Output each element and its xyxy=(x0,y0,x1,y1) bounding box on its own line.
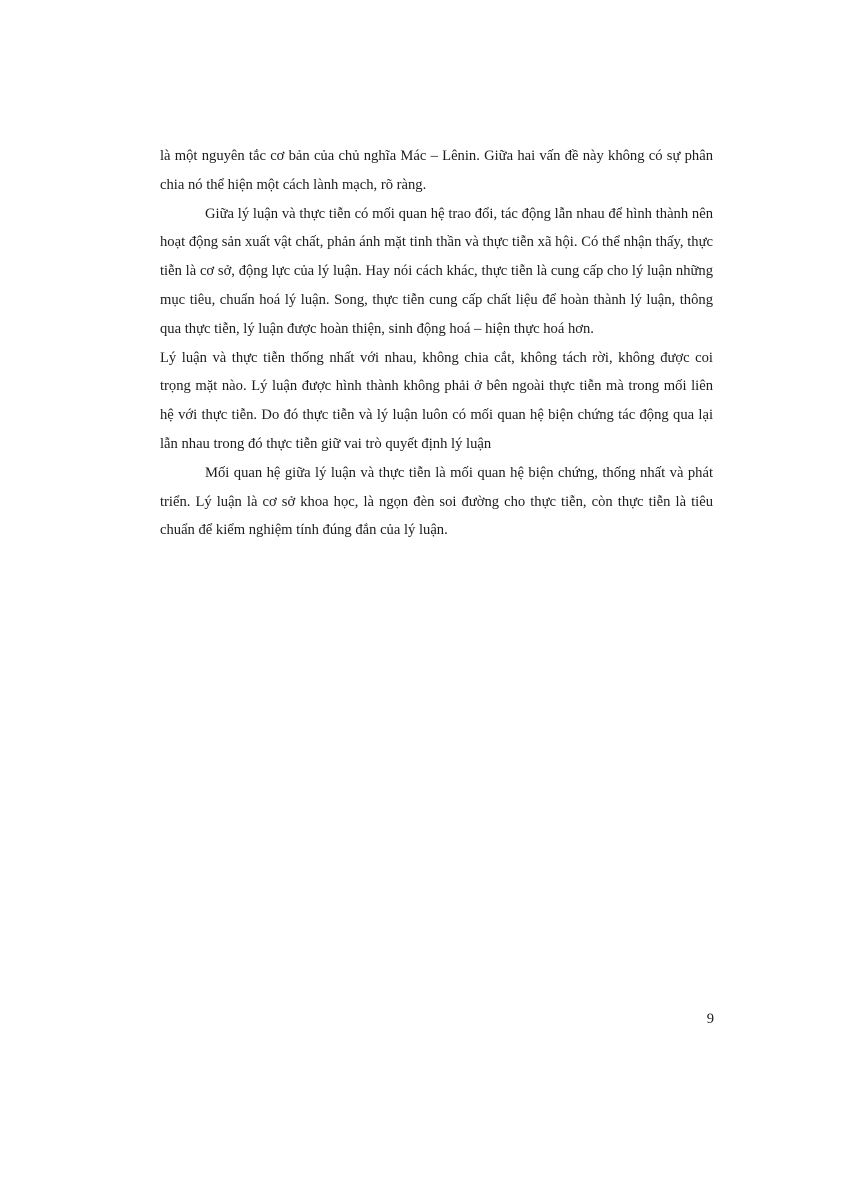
body-text xyxy=(160,142,713,545)
page-number: 9 xyxy=(706,1011,714,1027)
paragraph: Mối quan hệ giữa lý luận và thực tiễn là mối quan hệ biện chứng, thống nhất và phát triển. Lý luận là cơ sở khoa học, là ngọn đèn soi đường cho thực tiễn, còn thực tiễn là tiêu chuẩn để kiểm nghiệm tính đúng đắn của lý luận. xyxy=(160,464,713,539)
paragraph: Lý luận và thực tiễn thống nhất với nhau, không chia cắt, không tách rời, không được coi trọng mặt nào. Lý luận được hình thành không phải ở bên ngoài thực tiễn mà trong mối liên hệ với thực tiễn. Do đó thực tiễn và lý luận luôn có mối quan hệ biện chứng tác động qua lại lẫn nhau trong đó thực tiễn giữ vai trò quyết định lý luận xyxy=(160,349,713,452)
paragraph: Giữa lý luận và thực tiễn có mối quan hệ trao đổi, tác động lẫn nhau để hình thành nên hoạt động sản xuất vật chất, phản ánh mặt tinh thần và thực tiễn xã hội. Có thể nhận thấy, thực tiễn là cơ sở, động lực của lý luận. Hay nói cách khác, thực tiễn là cung cấp cho lý luận những mục tiêu, chuẩn hoá lý luận. Song, thực tiễn cung cấp chất liệu để hoàn thành lý luận, thông qua thực tiễn, lý luận được hoàn thiện, sinh động hoá – hiện thực hoá hơn. xyxy=(160,205,713,337)
paragraph: là một nguyên tắc cơ bản của chủ nghĩa Mác – Lênin. Giữa hai vấn đề này không có sự phân chia nó thể hiện một cách lành mạch, rõ ràng. xyxy=(160,148,713,193)
